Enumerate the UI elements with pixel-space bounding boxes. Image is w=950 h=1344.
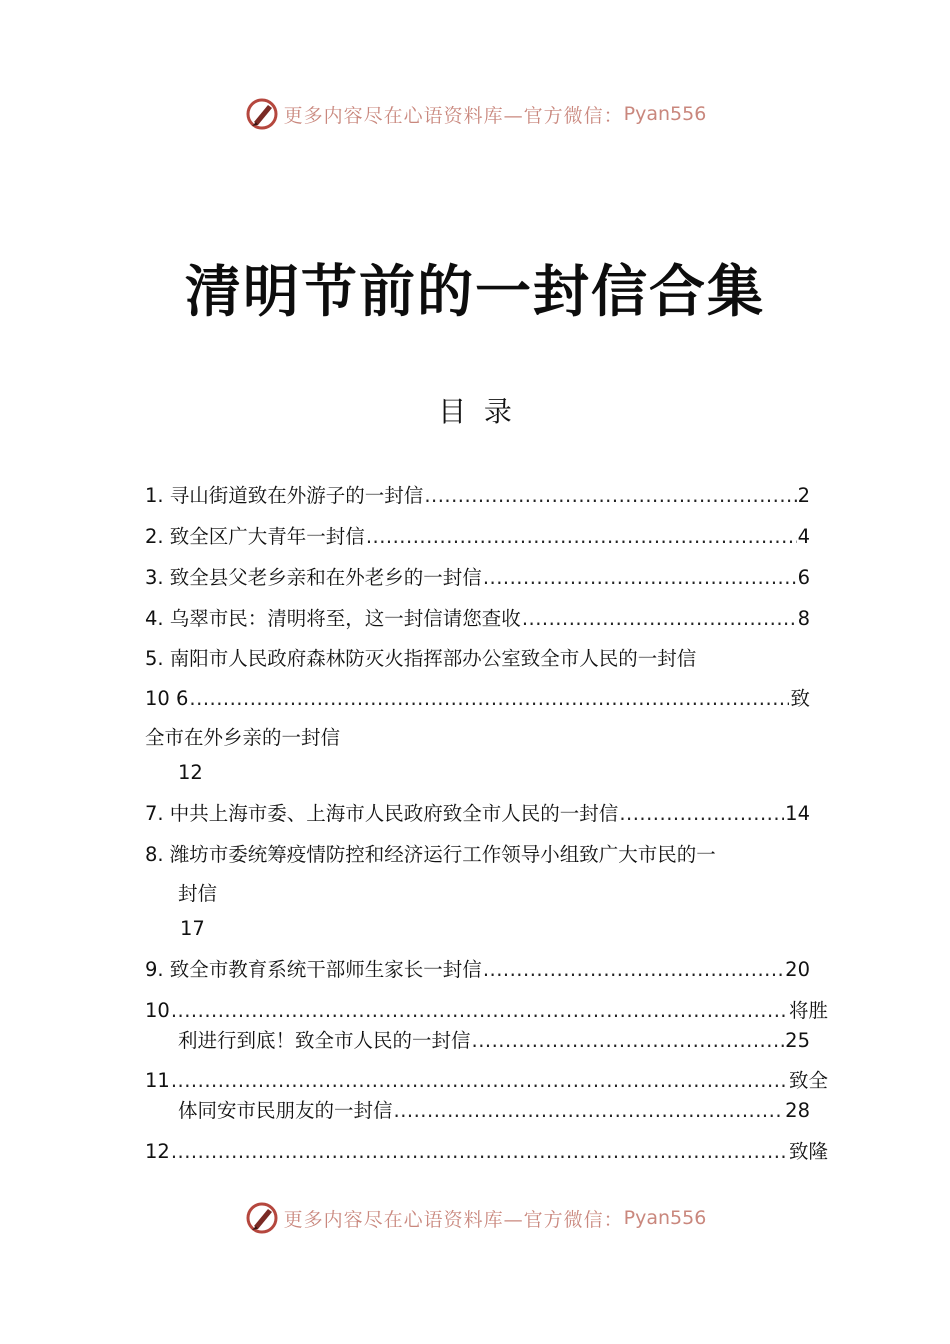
toc-entry-page: 28 bbox=[785, 1099, 810, 1122]
toc-entry-label: 2. 致全区广大青年一封信 bbox=[145, 525, 365, 548]
toc-leader bbox=[171, 1067, 788, 1095]
toc-entry[interactable] bbox=[145, 956, 810, 984]
toc-entry-page: 2 bbox=[797, 484, 810, 507]
toc-entry-label: 体同安市民朋友的一封信 bbox=[178, 1099, 393, 1122]
toc-entry-label: 10 bbox=[145, 999, 170, 1022]
toc-entry-label: 12 bbox=[145, 1140, 170, 1163]
footer-watermark bbox=[0, 1198, 950, 1238]
toc-entry[interactable] bbox=[145, 564, 810, 592]
toc-entry[interactable] bbox=[145, 482, 810, 510]
toc-entry-label: 1. 寻山街道致在外游子的一封信 bbox=[145, 484, 424, 507]
header-watermark bbox=[0, 94, 950, 134]
toc-entry-page: 4 bbox=[797, 525, 810, 548]
toc-entry-page: 致 bbox=[790, 687, 810, 710]
banner-text: 更多内容尽在心语资料库—官方微信： bbox=[283, 1208, 624, 1231]
toc-leader bbox=[189, 685, 789, 713]
toc-leader bbox=[472, 1027, 785, 1055]
pen-logo-icon bbox=[244, 1200, 280, 1236]
toc-entry[interactable] bbox=[145, 1067, 828, 1095]
toc-entry[interactable] bbox=[145, 800, 810, 828]
toc-entry[interactable] bbox=[145, 685, 810, 713]
toc-entry-label[interactable]: 5. 南阳市人民政府森林防灭火指挥部办公室致全市人民的一封信 bbox=[145, 647, 697, 670]
page-title: 清明节前的一封信合集 bbox=[185, 259, 765, 325]
toc-entry-text: 致隆 bbox=[788, 1140, 828, 1163]
pen-logo-icon bbox=[244, 96, 280, 132]
toc-leader bbox=[394, 1097, 785, 1125]
toc-leader bbox=[424, 482, 796, 510]
toc-entry-page: 14 bbox=[785, 802, 810, 825]
toc-entry-page: 6 bbox=[797, 566, 810, 589]
toc-entry-label: 4. 乌翠市民：清明将至，这一封信请您查收 bbox=[145, 607, 521, 630]
toc-leader bbox=[483, 956, 784, 984]
toc-entry-label: 3. 致全县父老乡亲和在外老乡的一封信 bbox=[145, 566, 482, 589]
toc-entry[interactable] bbox=[178, 1027, 810, 1055]
toc-entry-page: 8 bbox=[797, 607, 810, 630]
toc-entry-label[interactable]: 全市在外乡亲的一封信 bbox=[145, 726, 341, 749]
toc-entry-label: 7. 中共上海市委、上海市人民政府致全市人民的一封信 bbox=[145, 802, 619, 825]
toc-entry-text: 致全 bbox=[788, 1069, 828, 1092]
toc-entry-label: 利进行到底！致全市人民的一封信 bbox=[178, 1029, 471, 1052]
toc-leader bbox=[619, 800, 784, 828]
toc-leader bbox=[522, 605, 797, 633]
toc-leader bbox=[483, 564, 797, 592]
banner-wechat-id: Pyan556 bbox=[623, 1207, 707, 1229]
toc-entry-label: 10 6 bbox=[145, 687, 189, 710]
toc-entry-page: 17 bbox=[180, 917, 205, 940]
banner-wechat-id: Pyan556 bbox=[623, 103, 707, 125]
toc-entry-page: 12 bbox=[178, 761, 203, 784]
toc-entry[interactable] bbox=[145, 1138, 828, 1166]
toc-leader bbox=[171, 997, 788, 1025]
toc-entry-label[interactable]: 8. 潍坊市委统筹疫情防控和经济运行工作领导小组致广大市民的一 bbox=[145, 843, 716, 866]
toc-entry[interactable] bbox=[178, 1097, 810, 1125]
toc-entry-label[interactable]: 封信 bbox=[178, 882, 218, 905]
toc-entry-label: 9. 致全市教育系统干部师生家长一封信 bbox=[145, 958, 482, 981]
toc-entry[interactable] bbox=[145, 605, 810, 633]
banner-text: 更多内容尽在心语资料库—官方微信： bbox=[283, 104, 624, 127]
toc-entry-page: 20 bbox=[785, 958, 810, 981]
toc-entry[interactable] bbox=[145, 523, 810, 551]
toc-leader bbox=[171, 1138, 788, 1166]
toc-entry-label: 11 bbox=[145, 1069, 170, 1092]
toc-entry-page: 25 bbox=[785, 1029, 810, 1052]
toc-entry[interactable] bbox=[145, 997, 828, 1025]
toc-leader bbox=[366, 523, 797, 551]
toc-heading: 目 录 bbox=[438, 395, 512, 428]
toc-entry-text: 将胜 bbox=[788, 999, 828, 1022]
